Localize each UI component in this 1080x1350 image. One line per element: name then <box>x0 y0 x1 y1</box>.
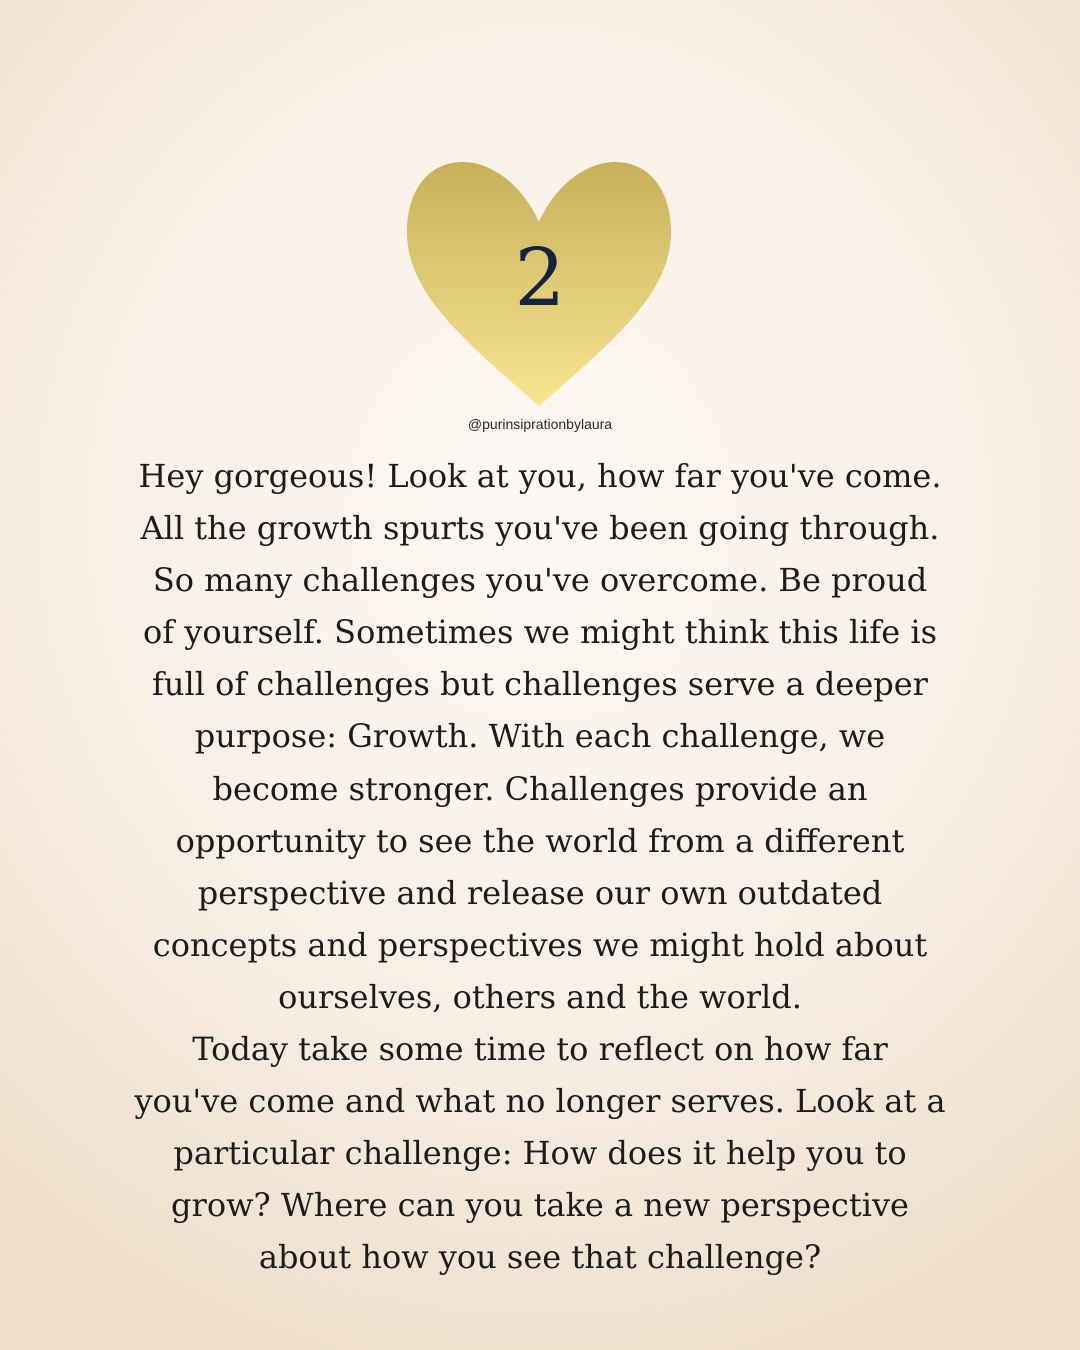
message-line: of yourself. Sometimes we might think this life is <box>142 613 938 652</box>
message-line: All the growth spurts you've been going through. <box>140 509 940 548</box>
day-number: 2 <box>514 231 566 324</box>
message-line: ourselves, others and the world. <box>278 977 802 1016</box>
message-line: about how you see that challenge? <box>258 1238 822 1277</box>
message-line: purpose: Growth. With each challenge, we <box>194 717 886 756</box>
message-line: So many challenges you've overcome. Be proud <box>152 561 928 600</box>
message-line: full of challenges but challenges serve a deeper <box>152 665 928 704</box>
message-line: become stronger. Challenges provide an <box>212 769 868 808</box>
message-text <box>60 450 1020 1284</box>
message-line: concepts and perspectives we might hold about <box>152 925 928 964</box>
message-line: particular challenge: How does it help you to <box>173 1134 907 1173</box>
message-line: you've come and what no longer serves. Look at a <box>134 1082 946 1121</box>
social-handle: @purinsiprationbylaura <box>467 416 613 432</box>
message-line: opportunity to see the world from a different <box>175 821 905 860</box>
message-line: Today take some time to reflect on how far <box>192 1030 888 1069</box>
message-line: Hey gorgeous! Look at you, how far you've come. <box>138 457 942 495</box>
message-line: grow? Where can you take a new perspective <box>171 1186 909 1225</box>
message-line: perspective and release our own outdated <box>197 873 883 912</box>
